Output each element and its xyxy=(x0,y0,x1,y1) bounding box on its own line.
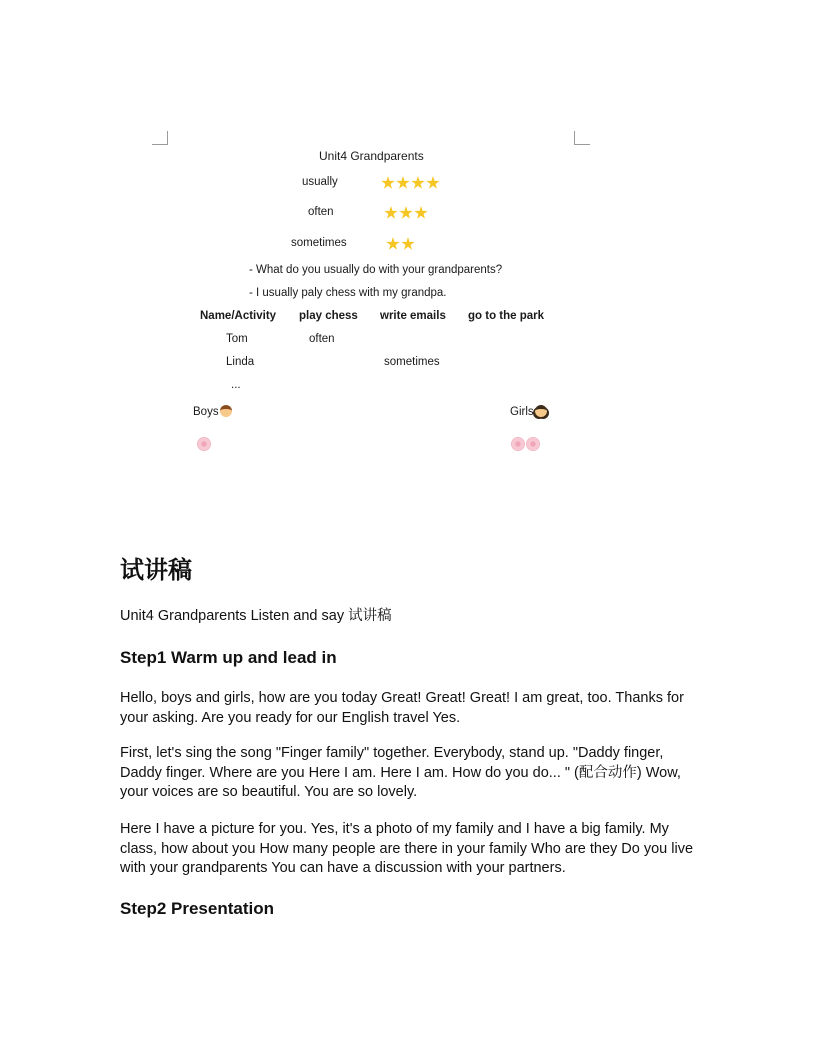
team-girls-label: Girls xyxy=(510,406,534,418)
table-header-name: Name/Activity xyxy=(200,310,277,322)
step2-heading: Step2 Presentation xyxy=(120,899,274,918)
star-icon xyxy=(411,176,425,190)
girls-flower-score xyxy=(512,437,542,455)
step1-heading: Step1 Warm up and lead in xyxy=(120,648,337,667)
paragraph-song: First, let's sing the song "Finger family" together. Everybody, stand up. "Daddy finger, Daddy finger. Where are you Here I am. Here I am. How do you do... " (配合动作) Wow, your voices are so beautiful. You are so lovely. xyxy=(120,745,681,800)
frequency-often: often xyxy=(308,206,334,218)
star-icon xyxy=(414,206,428,220)
star-icon xyxy=(426,176,440,190)
star-icon xyxy=(396,176,410,190)
dialogue-answer: - I usually paly chess with my grandpa. xyxy=(249,287,447,299)
stars-sometimes xyxy=(386,237,416,256)
board-title: Unit4 Grandparents xyxy=(319,149,424,163)
stars-often xyxy=(384,206,429,225)
team-boys xyxy=(193,405,232,418)
cherry-blossom-icon xyxy=(512,438,524,450)
star-icon xyxy=(386,237,400,251)
dialogue-question: - What do you usually do with your grandparents? xyxy=(249,264,503,276)
star-icon xyxy=(399,206,413,220)
boy-face-icon xyxy=(220,405,232,417)
cherry-blossom-icon xyxy=(527,438,539,450)
document-subtitle: Unit4 Grandparents Listen and say 试讲稿 xyxy=(120,608,392,624)
table-header-go-to-park: go to the park xyxy=(468,310,545,322)
team-girls xyxy=(510,405,547,418)
table-row-name: Tom xyxy=(226,333,248,345)
table-cell: sometimes xyxy=(384,356,440,368)
star-icon xyxy=(381,176,395,190)
table-cell: often xyxy=(309,333,335,345)
paragraph-greeting: Hello, boys and girls, how are you today Great! Great! Great! I am great, too. Thanks for your asking. Are you ready for our English travel Yes. xyxy=(120,690,684,726)
girl-face-icon xyxy=(535,405,547,417)
blackboard-design xyxy=(0,0,816,470)
star-icon xyxy=(384,206,398,220)
table-header-play-chess: play chess xyxy=(299,310,358,322)
frequency-sometimes: sometimes xyxy=(291,237,347,249)
table-row-name: Linda xyxy=(226,356,255,368)
frequency-usually: usually xyxy=(302,176,338,188)
paragraph-family: Here I have a picture for you. Yes, it's a photo of my family and I have a big family. My class, how about you How many people are there in your family Who are they Do you live with your grandparents You can have a discussion with your partners. xyxy=(120,821,694,876)
table-row-name: ... xyxy=(231,379,241,391)
star-icon xyxy=(401,237,415,251)
stars-usually xyxy=(381,176,441,195)
team-boys-label: Boys xyxy=(193,406,219,418)
boys-flower-score xyxy=(198,437,213,455)
table-header-write-emails: write emails xyxy=(380,310,446,322)
cherry-blossom-icon xyxy=(198,438,210,450)
document-heading: 试讲稿 xyxy=(120,556,192,584)
